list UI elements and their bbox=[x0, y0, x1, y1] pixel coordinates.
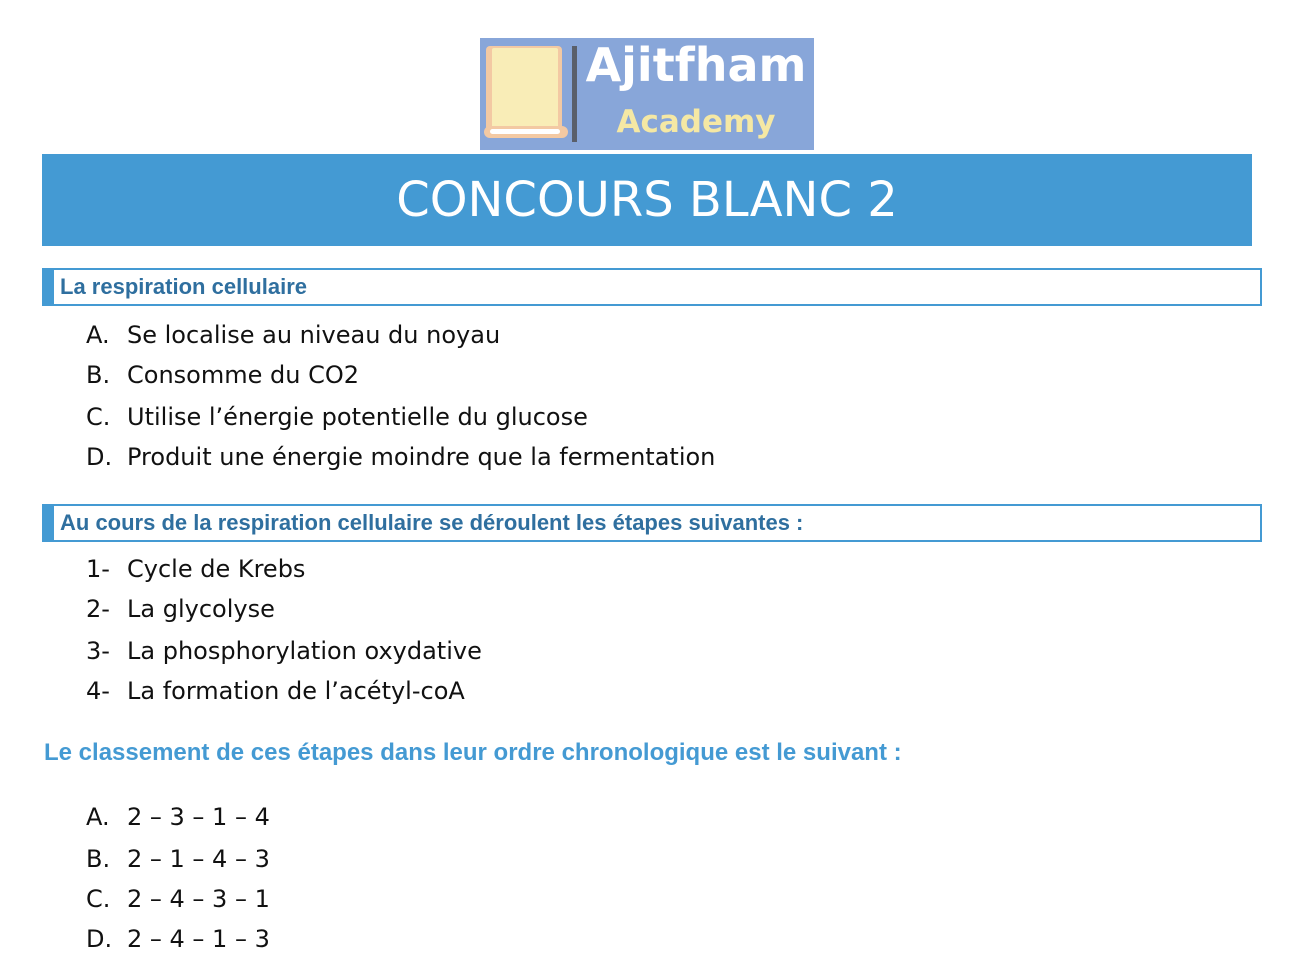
academy-logo bbox=[480, 38, 814, 150]
option-marker: A. bbox=[86, 321, 110, 349]
step-marker: 3- bbox=[86, 637, 110, 665]
option-text: 2 – 3 – 1 – 4 bbox=[127, 803, 270, 831]
option-text: Produit une énergie moindre que la fermentation bbox=[127, 443, 716, 471]
option-marker: B. bbox=[86, 361, 111, 389]
option-marker: B. bbox=[86, 845, 111, 873]
question-2-prompt: Au cours de la respiration cellulaire se déroulent les étapes suivantes : bbox=[42, 504, 1262, 542]
logo-name: Ajitfham bbox=[585, 38, 807, 92]
option-text: Utilise l’énergie potentielle du glucose bbox=[127, 403, 588, 431]
step-text: La phosphorylation oxydative bbox=[127, 637, 482, 665]
option-text: Se localise au niveau du noyau bbox=[127, 321, 501, 349]
option-marker: C. bbox=[86, 885, 111, 913]
step-marker: 1- bbox=[86, 555, 110, 583]
option-text: Consomme du CO2 bbox=[127, 361, 359, 389]
option-text: 2 – 4 – 3 – 1 bbox=[127, 885, 270, 913]
option-text: 2 – 4 – 1 – 3 bbox=[127, 925, 270, 953]
question-1-prompt: La respiration cellulaire bbox=[42, 268, 1262, 306]
logo-subtitle: Academy bbox=[616, 104, 776, 140]
option-marker: C. bbox=[86, 403, 111, 431]
logo-divider bbox=[572, 46, 577, 142]
step-marker: 2- bbox=[86, 595, 110, 623]
page-title: CONCOURS BLANC 2 bbox=[42, 154, 1252, 246]
option-marker: A. bbox=[86, 803, 110, 831]
question-2-subprompt: Le classement de ces étapes dans leur ordre chronologique est le suivant : bbox=[44, 739, 902, 766]
step-text: Cycle de Krebs bbox=[127, 555, 306, 583]
step-text: La formation de l’acétyl-coA bbox=[127, 677, 465, 705]
option-text: 2 – 1 – 4 – 3 bbox=[127, 845, 270, 873]
option-marker: D. bbox=[86, 925, 113, 953]
step-marker: 4- bbox=[86, 677, 110, 705]
step-text: La glycolyse bbox=[127, 595, 275, 623]
option-marker: D. bbox=[86, 443, 113, 471]
